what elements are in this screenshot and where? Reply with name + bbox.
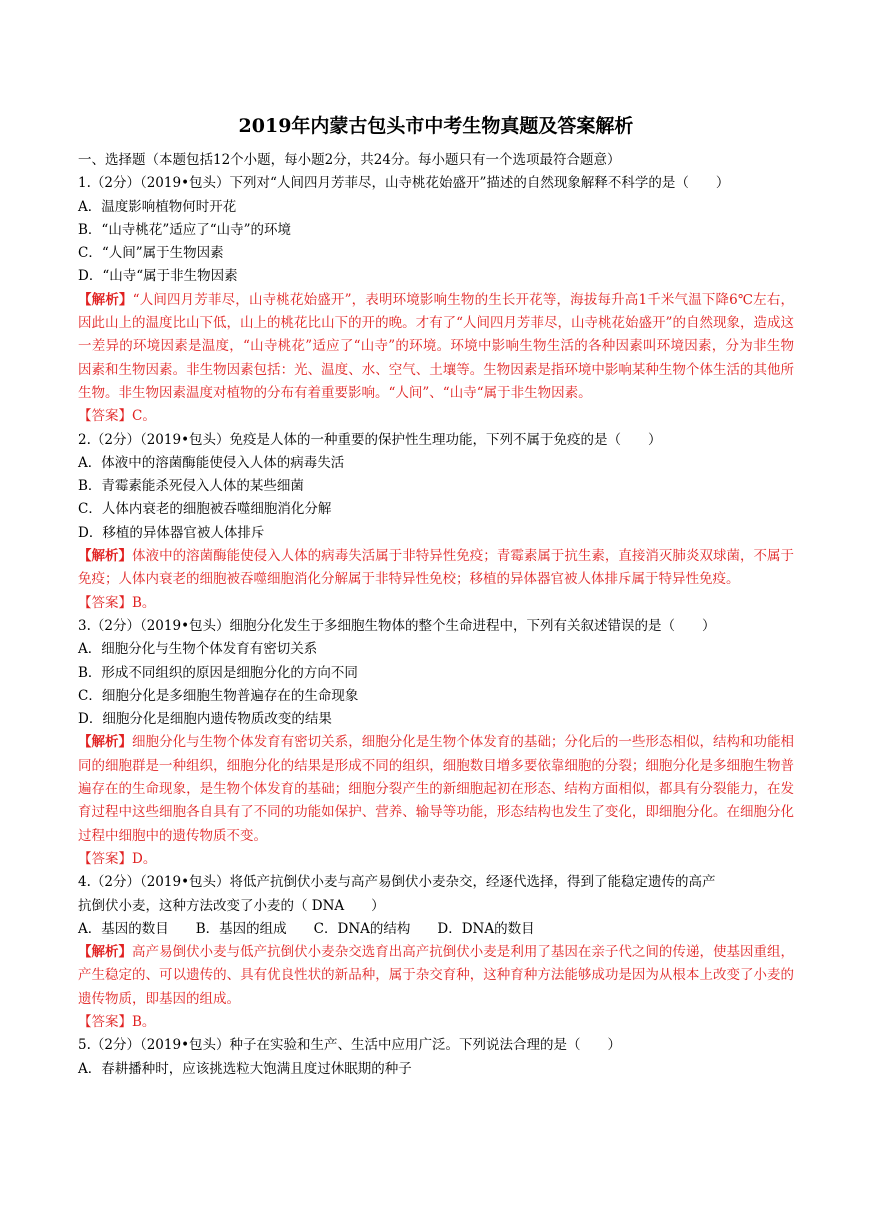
analysis-text: “人间四月芳菲尽，山寺桃花始盛开”，表明环境影响生物的生长开花等，海拔每升高1千米气温下降6℃左右，因此山上的温度比山下低，山上的桃花比山下的开的晚。才有了“人间四月芳菲尽，山寺桃花始盛开”的自然现象，造成这一差异的环境因素是温度，“山寺桃花”适应了“山寺”的环境。环境中影响生物生活的各种因素叫环境因素，分为非生物因素和生物因素。非生物因素包括：光、温度、水、空气、土壤等。生物因素是指环境中影响某种生物个体生活的其他所生物。非生物因素温度对植物的分布有着重要影响。“人间”、“山寺“属于非生物因素。: [78, 291, 794, 401]
answer: 【答案】D。: [78, 850, 157, 867]
analysis-block: [78, 941, 794, 1011]
question-4: [78, 871, 794, 1034]
option-d: D．移植的异体器官被人体排斥: [78, 524, 265, 541]
answer: 【答案】B。: [78, 1013, 156, 1030]
option-a: A．温度影响植物何时开花: [78, 198, 237, 215]
answer: 【答案】B。: [78, 594, 156, 611]
question-stem-line-1: 4.（2分）（2019•包头）将低产抗倒伏小麦与高产易倒伏小麦杂交，经逐代选择，得到了能稳定遗传的高产: [78, 874, 716, 891]
option-d: D．细胞分化是细胞内遗传物质改变的结果: [78, 711, 332, 728]
analysis-text: 高产易倒伏小麦与低产抗倒伏小麦杂交选育出高产抗倒伏小麦是利用了基因在亲子代之间的传递，使基因重组，产生稳定的、可以遗传的、具有优良性状的新品种，属于杂交育种，这种育种方法能够成功是因为从根本上改变了小麦的遗传物质，即基因的组成。: [78, 944, 795, 1007]
option-c: C．细胞分化是多细胞生物普遍存在的生命现象: [78, 687, 359, 704]
question-5: [78, 1034, 794, 1081]
question-1: [78, 172, 794, 428]
option-c: C．“人间”属于生物因素: [78, 245, 224, 262]
analysis-tag: 【解析】: [78, 291, 133, 308]
analysis-block: [78, 289, 794, 405]
answer: 【答案】C。: [78, 408, 156, 425]
analysis-block: [78, 545, 794, 592]
question-stem: 3.（2分）（2019•包头）细胞分化发生于多细胞生物体的整个生命进程中，下列有关叙述错误的是（ ）: [78, 617, 716, 634]
analysis-tag: 【解析】: [78, 734, 133, 751]
option-a: A．细胞分化与生物个体发育有密切关系: [78, 641, 318, 658]
section-heading: 一、选择题（本题包括12个小题，每小题2分，共24分。每小题只有一个选项最符合题意）: [78, 152, 621, 168]
option-c: C．人体内衰老的细胞被吞噬细胞消化分解: [78, 501, 332, 518]
option-d: D．“山寺“属于非生物因素: [78, 268, 238, 285]
analysis-tag: 【解析】: [78, 548, 133, 565]
option-b: B．形成不同组织的原因是细胞分化的方向不同: [78, 664, 358, 681]
question-3: [78, 615, 794, 871]
question-stem: 5.（2分）（2019•包头）种子在实验和生产、生活中应用广泛。下列说法合理的是（ ）: [78, 1037, 622, 1054]
option-a: A．体液中的溶菌酶能使侵入人体的病毒失活: [78, 454, 345, 471]
question-2: [78, 429, 794, 615]
question-stem-line-2: 抗倒伏小麦，这种方法改变了小麦的（ DNA ）: [78, 897, 385, 914]
option-a: A．春耕播种时，应该挑选粒大饱满且度过休眠期的种子: [78, 1060, 412, 1077]
option-b: B．青霉素能杀死侵入人体的某些细菌: [78, 478, 304, 495]
question-stem: 1.（2分）（2019•包头）下列对“人间四月芳菲尽，山寺桃花始盛开”描述的自然现象解释不科学的是（ ）: [78, 175, 730, 192]
question-stem: 2.（2分）（2019•包头）免疫是人体的一种重要的保护性生理功能，下列不属于免疫的是（ ）: [78, 431, 662, 448]
options-row: A．基因的数目 B．基因的组成 C．DNA的结构 D．DNA的数目: [78, 920, 535, 937]
analysis-tag: 【解析】: [78, 944, 133, 961]
analysis-text: 细胞分化与生物个体发育有密切关系，细胞分化是生物个体发育的基础；分化后的一些形态相似，结构和功能相同的细胞群是一种组织，细胞分化的结果是形成不同的组织，细胞数目增多要依靠细胞的分裂；细胞分化是多细胞生物普遍存在的生命现象，是生物个体发育的基础；细胞分裂产生的新细胞起初在形态、结构方面相似，都具有分裂能力，在发育过程中这些细胞各自具有了不同的功能如保护、营养、输导等功能，形态结构也发生了变化，即细胞分化。在细胞分化过程中细胞中的遗传物质不变。: [78, 734, 795, 844]
document-title: 2019年内蒙古包头市中考生物真题及答案解析: [238, 115, 634, 137]
option-b: B．“山寺桃花”适应了“山寺”的环境: [78, 221, 292, 238]
document-page: [78, 112, 794, 1081]
analysis-text: 体液中的溶菌酶能使侵入人体的病毒失活属于非特异性免疫；青霉素属于抗生素，直接消灭肺炎双球菌，不属于免疫；人体内衰老的细胞被吞噬细胞消化分解属于非特异性免校；移植的异体器官被人体排斥属于特异性免疫。: [78, 548, 795, 588]
analysis-block: [78, 731, 794, 847]
